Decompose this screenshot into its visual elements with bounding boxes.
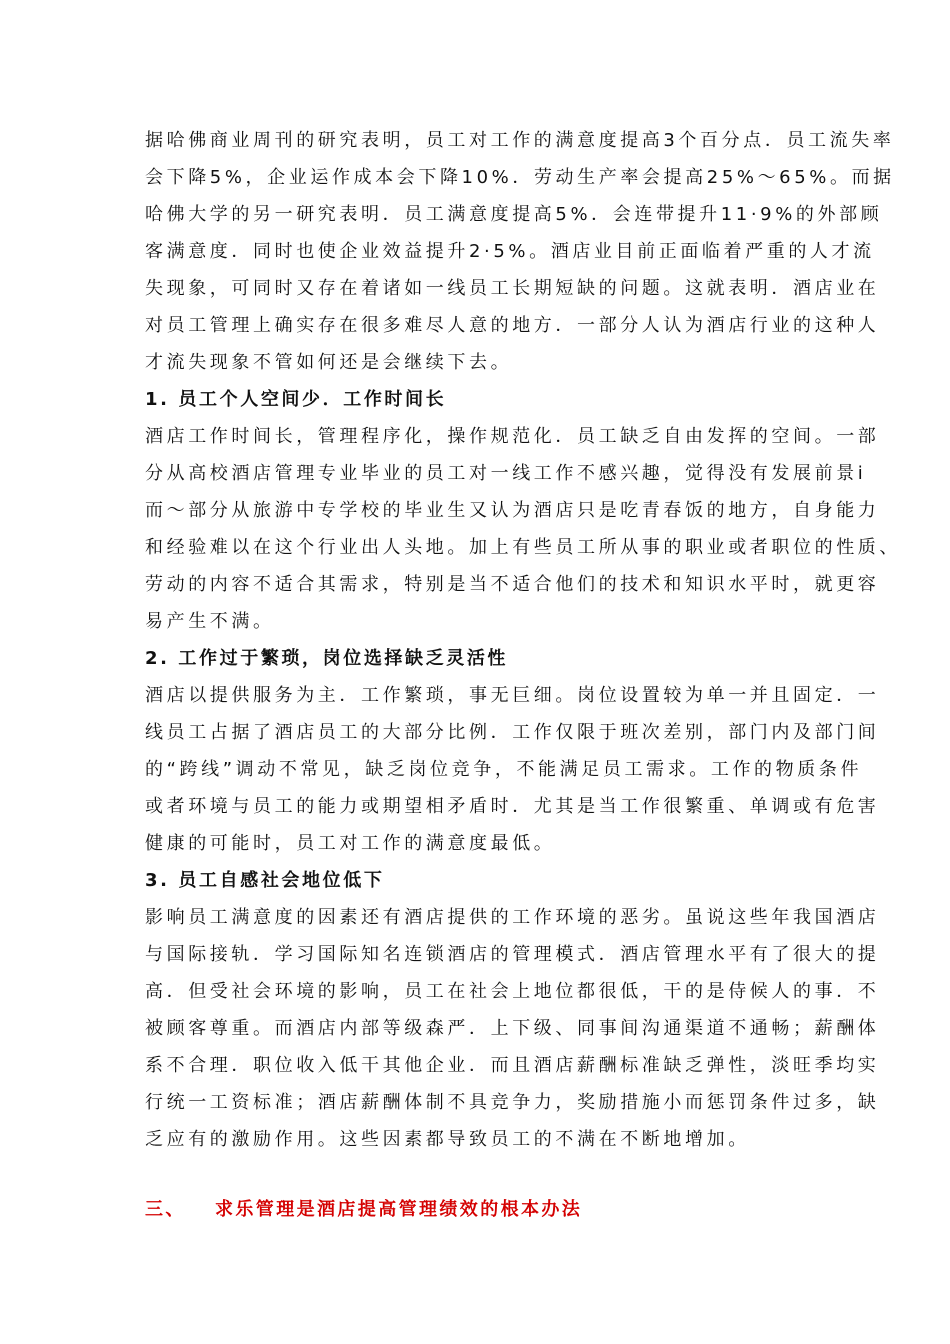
text-line: 高．但受社会环境的影响，员工在社会上地位都很低，干的是侍候人的事．不 (145, 981, 880, 1002)
text-line: 失现象，可同时又存在着诸如一线员工长期短缺的问题。这就表明．酒店业在 (145, 278, 880, 299)
paragraph-social-status (145, 899, 880, 1158)
text-line: 的“跨线”调动不常见，缺乏岗位竞争，不能满足员工需求。工作的物质条件 (145, 759, 863, 780)
text-line: 健康的可能时，员工对工作的满意度最低。 (145, 833, 556, 854)
text-line: 哈佛大学的另一研究表明．员工满意度提高5%．会连带提升11·9%的外部顾 (145, 204, 883, 225)
section-number: 三、 (145, 1199, 186, 1220)
paragraph-intro (145, 122, 895, 381)
text-line: 易产生不满。 (145, 611, 275, 632)
text-line: 会下降5%，企业运作成本会下降10%．劳动生产率会提高25%～65%。而据 (145, 167, 895, 188)
text-line: 乏应有的激励作用。这些因素都导致员工的不满在不断地增加。 (145, 1129, 750, 1150)
text-line: 而～部分从旅游中专学校的毕业生又认为酒店只是吃青春饭的地方，自身能力 (145, 500, 880, 521)
subheading-2: 2. 工作过于繁琐，岗位选择缺乏灵活性 (145, 648, 509, 669)
text-line: 或者环境与员工的能力或期望相矛盾时．尤其是当工作很繁重、单调或有危害 (145, 796, 880, 817)
text-line: 线员工占据了酒店员工的大部分比例．工作仅限于班次差别，部门内及部门间 (145, 722, 880, 743)
text-line: 和经验难以在这个行业出人头地。加上有些员工所从事的职业或者职位的性质、 (145, 537, 901, 558)
text-line: 酒店以提供服务为主．工作繁琐，事无巨细。岗位设置较为单一并且固定．一 (145, 685, 880, 706)
subheading-1: 1. 员工个人空间少．工作时间长 (145, 389, 447, 410)
text-line: 分从高校酒店管理专业毕业的员工对一线工作不感兴趣，觉得没有发展前景i (145, 463, 867, 484)
text-line: 影响员工满意度的因素还有酒店提供的工作环境的恶劣。虽说这些年我国酒店 (145, 907, 880, 928)
text-line: 对员工管理上确实存在很多难尽人意的地方．一部分人认为酒店行业的这种人 (145, 315, 880, 336)
document-body (145, 122, 901, 1158)
text-line: 被顾客尊重。而酒店内部等级森严．上下级、同事间沟通渠道不通畅；薪酬体 (145, 1018, 880, 1039)
subheading-3: 3. 员工自感社会地位低下 (145, 870, 385, 891)
text-line: 客满意度．同时也使企业效益提升2·5%。酒店业目前正面临着严重的人才流 (145, 241, 875, 262)
paragraph-tedious-work (145, 677, 880, 862)
text-line: 才流失现象不管如何还是会继续下去。 (145, 352, 513, 373)
section-heading (145, 1191, 582, 1228)
text-line: 酒店工作时间长，管理程序化，操作规范化．员工缺乏自由发挥的空间。一部 (145, 426, 880, 447)
text-line: 行统一工资标准；酒店薪酬体制不具竞争力，奖励措施小而惩罚条件过多，缺 (145, 1092, 880, 1113)
text-line: 劳动的内容不适合其需求，特别是当不适合他们的技术和知识水平时，就更容 (145, 574, 880, 595)
text-line: 据哈佛商业周刊的研究表明，员工对工作的满意度提高3个百分点．员工流失率 (145, 130, 895, 151)
paragraph-personal-space (145, 418, 901, 640)
text-line: 系不合理．职位收入低干其他企业．而且酒店薪酬标准缺乏弹性，淡旺季均实 (145, 1055, 880, 1076)
section-title: 求乐管理是酒店提高管理绩效的根本办法 (215, 1199, 583, 1220)
text-line: 与国际接轨．学习国际知名连锁酒店的管理模式．酒店管理水平有了很大的提 (145, 944, 880, 965)
